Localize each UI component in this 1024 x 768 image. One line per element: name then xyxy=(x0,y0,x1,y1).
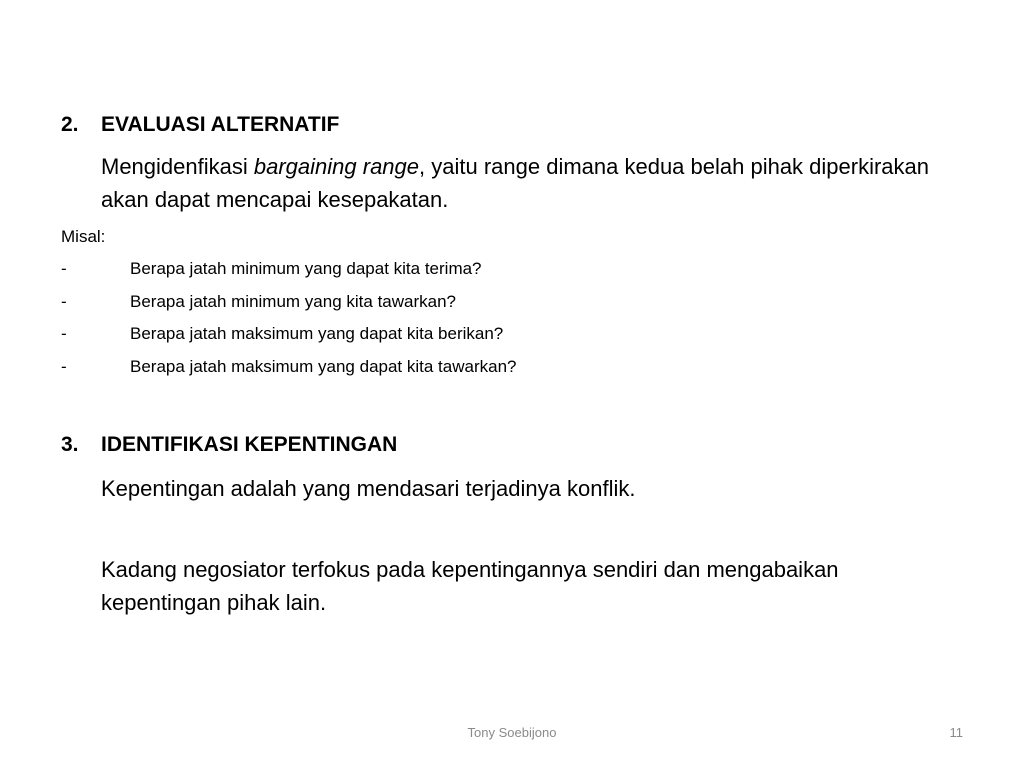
section-2-number: 2. xyxy=(61,113,79,136)
list-item xyxy=(61,355,516,388)
misal-label: Misal: xyxy=(61,227,106,246)
bullet-dash: - xyxy=(61,324,67,343)
list-item xyxy=(61,290,516,323)
section-2-heading xyxy=(61,112,339,138)
bullet-list xyxy=(61,257,516,387)
section-2-title: EVALUASI ALTERNATIF xyxy=(101,113,340,136)
section-3-heading xyxy=(61,432,397,458)
list-item xyxy=(61,322,516,355)
list-item-text: Berapa jatah minimum yang kita tawarkan? xyxy=(130,291,456,311)
bullet-dash: - xyxy=(61,291,67,311)
page-number: 11 xyxy=(949,725,963,740)
section-2-paragraph-end: , yaitu range dimana kedua belah pihak diperkirakan akan dapat mencapai kesepakatan. xyxy=(101,154,930,212)
list-item xyxy=(61,257,516,290)
section-3-number: 3. xyxy=(61,433,79,456)
section-3-title: IDENTIFIKASI KEPENTINGAN xyxy=(101,433,398,456)
section-2-paragraph xyxy=(101,150,961,216)
list-item-text: Berapa jatah maksimum yang dapat kita tawarkan? xyxy=(130,356,517,376)
section-2-paragraph-start: Mengidenfikasi xyxy=(101,154,254,179)
section-2-paragraph-emphasis: bargaining range xyxy=(253,154,420,179)
list-item-text: Berapa jatah minimum yang dapat kita terima? xyxy=(130,259,482,278)
list-item-text: Berapa jatah maksimum yang dapat kita berikan? xyxy=(130,324,504,343)
footer-author: Tony Soebijono xyxy=(467,725,557,740)
bullet-dash: - xyxy=(61,356,67,376)
section-3-paragraph-2: Kadang negosiator terfokus pada kepentingannya sendiri dan mengabaikan kepentingan pihak lain. xyxy=(101,557,839,615)
bullet-dash: - xyxy=(61,259,67,278)
section-3-paragraph-1: Kepentingan adalah yang mendasari terjadinya konflik. xyxy=(101,476,636,501)
